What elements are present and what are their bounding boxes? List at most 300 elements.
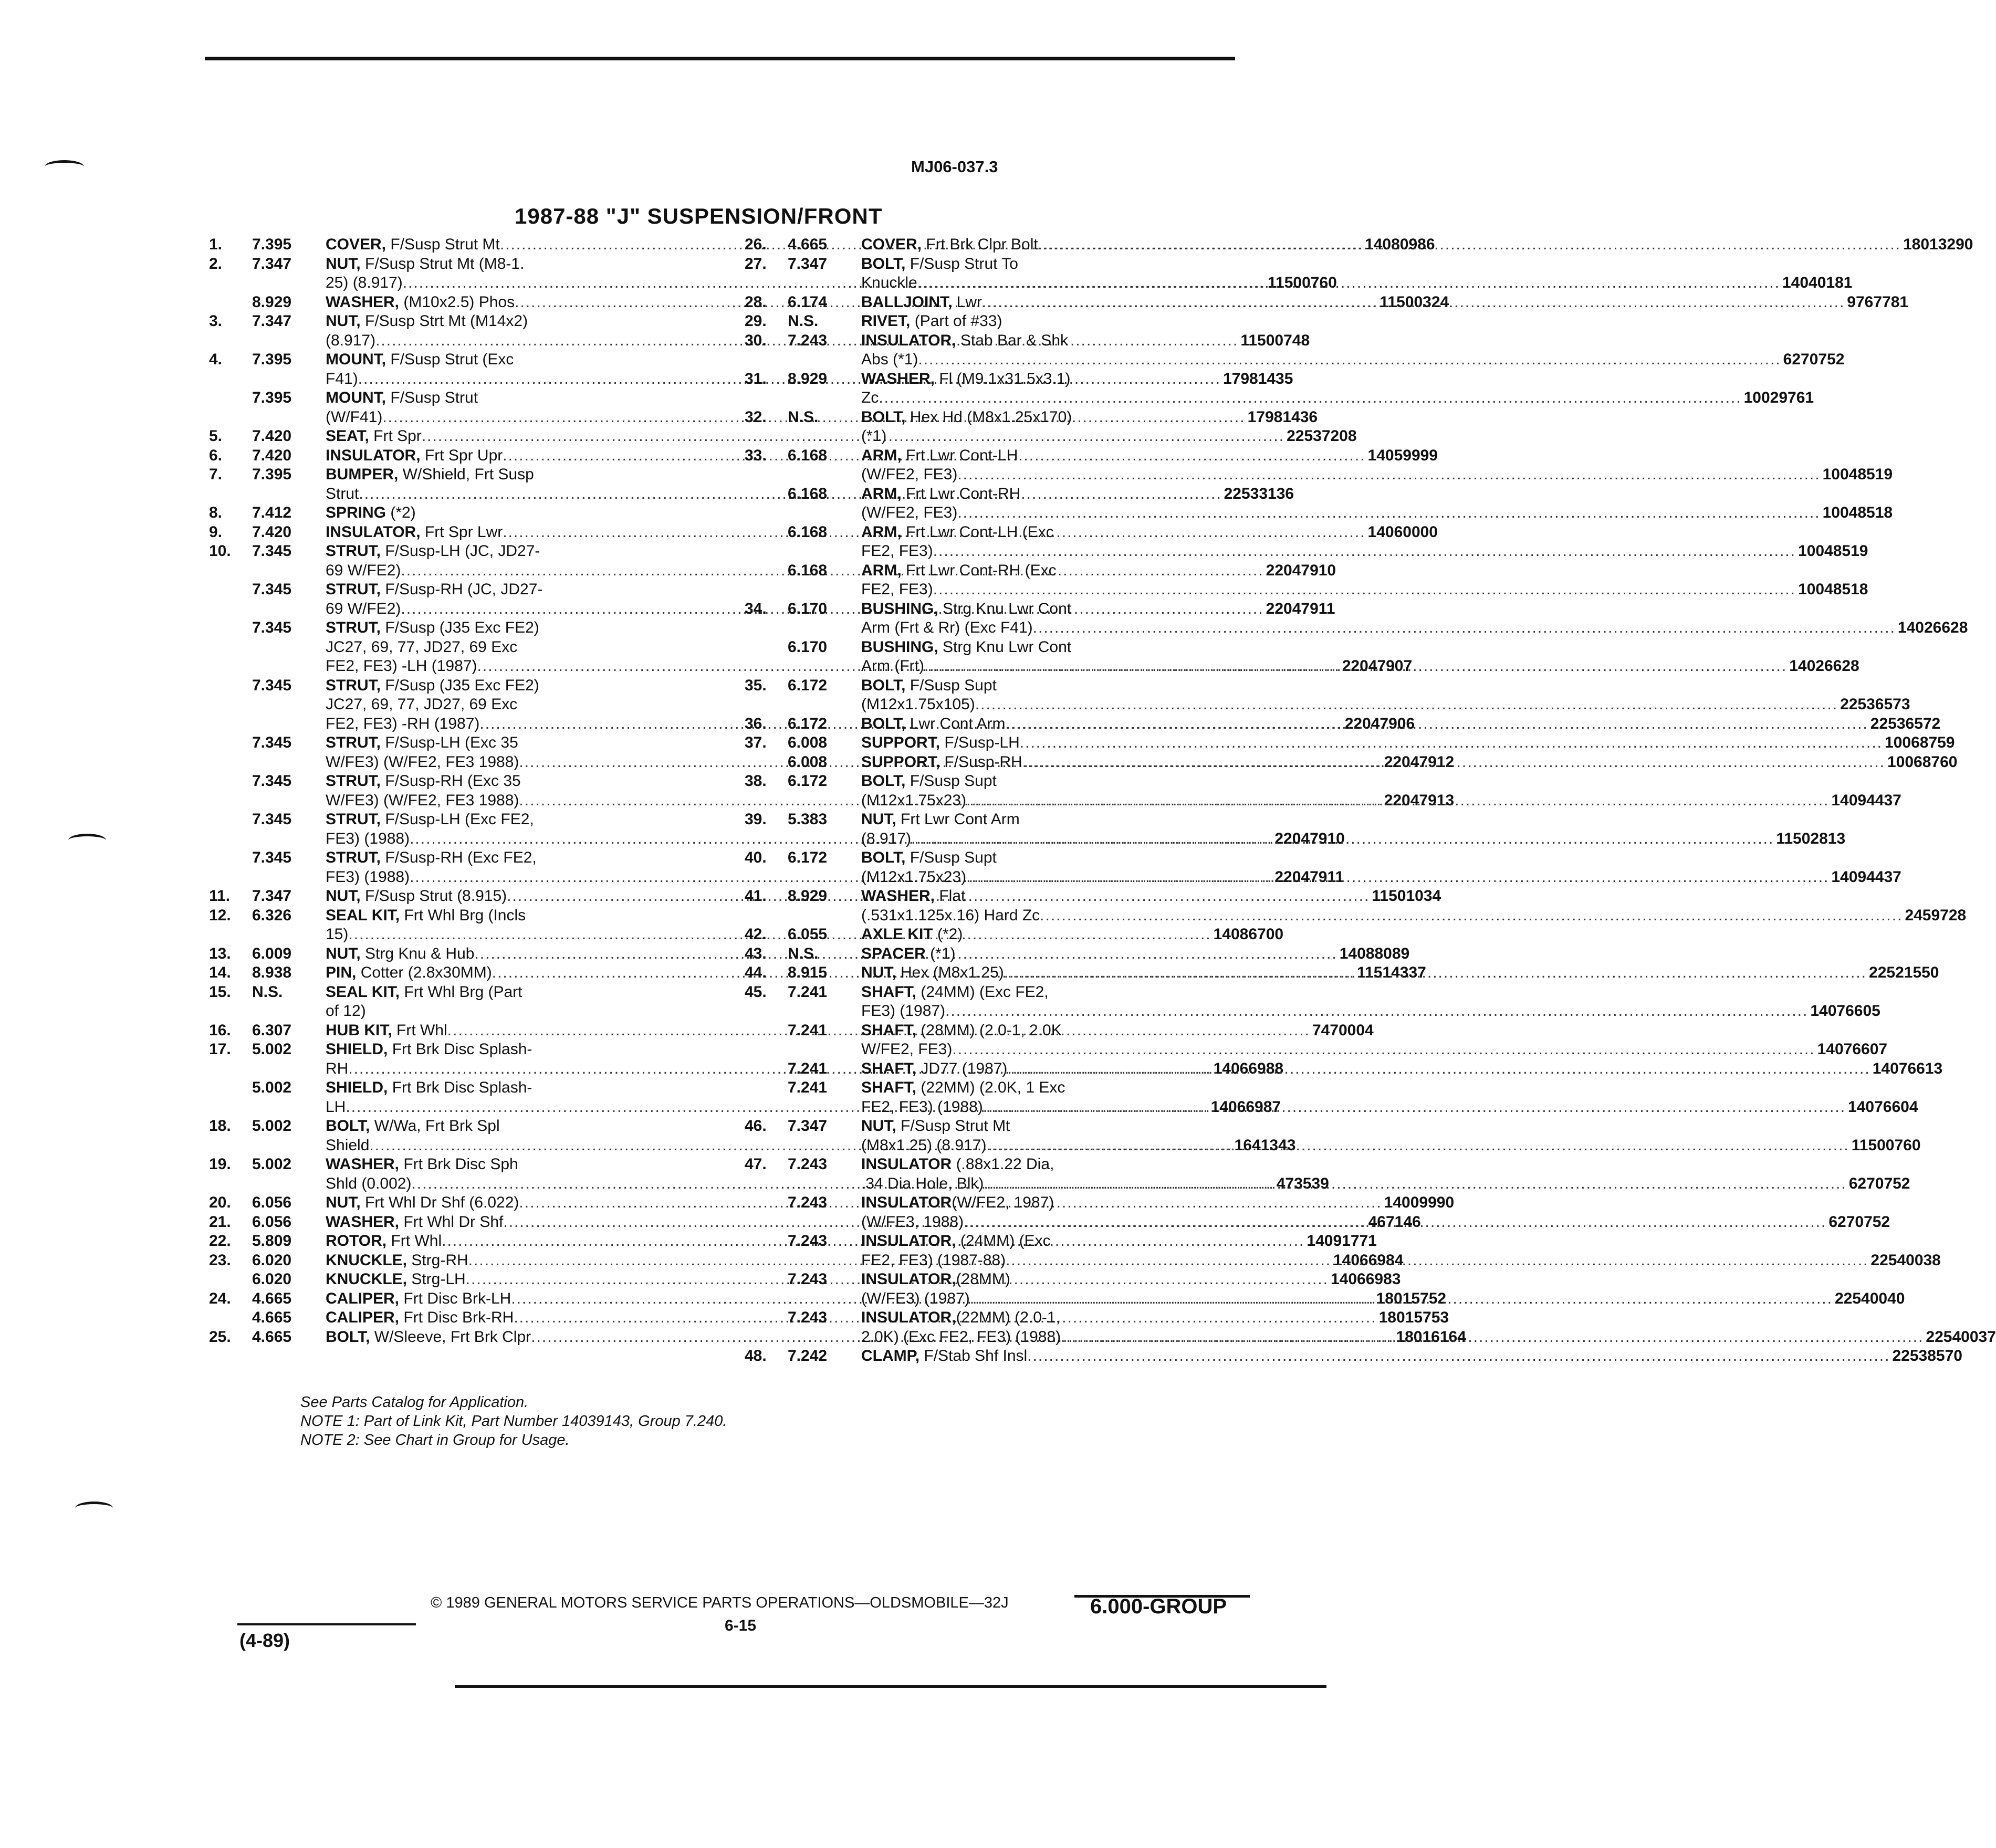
item-number bbox=[209, 1078, 252, 1117]
item-number: 48. bbox=[745, 1347, 767, 1364]
part-name: STRUT, bbox=[326, 542, 381, 560]
part-number: 14094437 bbox=[1831, 791, 1901, 809]
part-number: 14060000 bbox=[1367, 523, 1438, 541]
description-text bbox=[861, 1328, 1061, 1347]
part-name: BUMPER, bbox=[326, 466, 399, 483]
part-name: RIVET, bbox=[861, 312, 911, 330]
part-number: 18016164 bbox=[1396, 1328, 1466, 1346]
part-detail: JC27, 69, 77, JD27, 69 Exc bbox=[326, 696, 518, 713]
group-number: 5.002 bbox=[252, 1041, 292, 1058]
part-name: SUPPORT, bbox=[861, 734, 940, 751]
item-number: 5. bbox=[209, 427, 223, 445]
group-number: 6.008 bbox=[788, 734, 828, 751]
part-number: 10068759 bbox=[1885, 734, 1955, 751]
part-number: 22538570 bbox=[1892, 1347, 1962, 1364]
group-number: 7.345 bbox=[252, 581, 292, 598]
item-number: 10. bbox=[209, 542, 231, 560]
part-detail: F/Susp Strut (Exc bbox=[386, 351, 514, 368]
description-line bbox=[861, 676, 1910, 696]
description-line bbox=[861, 887, 1966, 906]
group-number: 5.383 bbox=[788, 811, 828, 828]
part-name: NUT, bbox=[861, 964, 896, 981]
part-entry bbox=[745, 1117, 1921, 1155]
part-name: INSULATOR, bbox=[326, 446, 421, 464]
group-number: 6.172 bbox=[788, 849, 828, 866]
part-detail: (W/FE2, FE3) bbox=[861, 504, 958, 521]
item-number bbox=[745, 1059, 788, 1079]
description-text bbox=[326, 772, 521, 791]
part-number: 22540037 bbox=[1926, 1328, 1996, 1346]
part-description bbox=[861, 446, 1893, 485]
margin-mark bbox=[75, 1502, 113, 1515]
description-text bbox=[326, 868, 410, 887]
description-line bbox=[861, 963, 1939, 983]
description-line bbox=[861, 944, 1270, 964]
part-name: PIN, bbox=[326, 964, 357, 981]
description-text bbox=[861, 1117, 1010, 1136]
part-name: STRUT, bbox=[326, 619, 381, 636]
part-detail: W/FE2, FE3) bbox=[861, 1041, 953, 1058]
item-number bbox=[745, 523, 788, 561]
leader-dots bbox=[1007, 1059, 1870, 1079]
part-detail: (Part of #33) bbox=[910, 312, 1002, 330]
part-detail: F/Stab Shf Insl bbox=[919, 1347, 1028, 1364]
group-number: 7.345 bbox=[252, 849, 292, 866]
description-text bbox=[326, 1213, 503, 1232]
group-number: 6.008 bbox=[788, 753, 828, 771]
description-text bbox=[861, 465, 957, 485]
part-number: 11502813 bbox=[1776, 830, 1846, 847]
item-number bbox=[209, 1308, 252, 1328]
description-text bbox=[326, 1270, 466, 1289]
description-text bbox=[861, 1213, 964, 1232]
part-detail: JC27, 69, 77, JD27, 69 Exc bbox=[326, 638, 518, 656]
description-line bbox=[861, 983, 1880, 1002]
part-name: NUT, bbox=[326, 312, 361, 330]
description-text bbox=[326, 848, 537, 868]
part-entry bbox=[745, 733, 1955, 753]
group-number: 7.420 bbox=[252, 427, 292, 445]
description-text bbox=[326, 312, 528, 331]
leader-dots bbox=[918, 350, 1781, 370]
description-text bbox=[326, 388, 478, 408]
part-number: 467146 bbox=[1368, 1213, 1421, 1231]
part-name: WASHER, bbox=[326, 1213, 400, 1231]
part-detail: F/Susp Strut Mt bbox=[386, 236, 500, 253]
description-line bbox=[861, 772, 1901, 791]
description-line bbox=[861, 753, 1957, 772]
group-number: N.S. bbox=[252, 983, 283, 1001]
part-detail: 25) (8.917) bbox=[326, 274, 403, 291]
part-name: SPACER bbox=[861, 944, 926, 962]
description-line bbox=[861, 235, 1973, 255]
part-name: STRUT, bbox=[326, 811, 381, 828]
group-number: 7.395 bbox=[252, 351, 292, 368]
part-detail: RH bbox=[326, 1059, 349, 1077]
part-detail: F/Susp Supt bbox=[905, 849, 997, 866]
part-description bbox=[861, 293, 1908, 312]
leader-dots bbox=[1040, 906, 1903, 926]
leader-dots bbox=[952, 1040, 1815, 1059]
part-number: 22047910 bbox=[1274, 830, 1345, 847]
item-number: 36. bbox=[745, 715, 767, 732]
description-line bbox=[861, 733, 1955, 753]
leader-dots bbox=[1006, 1251, 1868, 1270]
part-name: ARM, bbox=[861, 446, 902, 464]
part-entry bbox=[745, 676, 1910, 715]
description-text bbox=[861, 810, 1020, 830]
part-description bbox=[861, 676, 1910, 715]
part-description bbox=[861, 1193, 1890, 1232]
description-text bbox=[326, 1328, 531, 1347]
item-number: 16. bbox=[209, 1021, 231, 1039]
group-number: 7.395 bbox=[252, 466, 292, 483]
leader-dots bbox=[984, 1174, 1846, 1194]
part-name: SHAFT, bbox=[861, 1021, 916, 1039]
description-text bbox=[326, 408, 382, 427]
description-line bbox=[861, 274, 1852, 293]
part-entry bbox=[745, 925, 1270, 944]
part-number: 14088089 bbox=[1339, 944, 1410, 962]
part-entry bbox=[209, 427, 1357, 446]
item-number bbox=[209, 810, 252, 848]
part-number: 14066984 bbox=[1333, 1251, 1404, 1269]
item-number bbox=[209, 772, 252, 810]
item-number: 40. bbox=[745, 849, 767, 866]
item-number bbox=[745, 638, 788, 676]
part-name: BALLJOINT, bbox=[861, 293, 953, 311]
description-line bbox=[326, 983, 734, 1002]
part-name: COVER, bbox=[861, 236, 922, 253]
group-number: 6.055 bbox=[788, 926, 828, 943]
part-detail: FE2, FE3) (1988) bbox=[861, 1098, 983, 1116]
part-detail: Strg Knu & Hub bbox=[360, 944, 475, 962]
part-description bbox=[861, 753, 1957, 772]
description-line bbox=[861, 331, 1844, 351]
description-line bbox=[861, 388, 1814, 408]
part-detail: LH bbox=[326, 1098, 346, 1116]
description-text bbox=[861, 695, 975, 715]
item-number: 14. bbox=[209, 964, 231, 981]
part-detail: (*2) bbox=[386, 504, 416, 521]
description-line bbox=[861, 791, 1901, 811]
margin-mark bbox=[68, 834, 106, 847]
leader-dots bbox=[966, 868, 1829, 887]
description-text bbox=[326, 580, 542, 600]
leader-dots bbox=[911, 830, 1774, 849]
part-number: 18015753 bbox=[1378, 1309, 1449, 1326]
part-description bbox=[861, 887, 1966, 925]
description-line bbox=[861, 1155, 1910, 1174]
part-name: SHAFT, bbox=[861, 983, 916, 1001]
item-number: 18. bbox=[209, 1117, 231, 1135]
item-number: 33. bbox=[745, 446, 767, 464]
note-line: NOTE 1: Part of Link Kit, Part Number 14039143, Group 7.240. bbox=[300, 1413, 727, 1430]
group-number: 8.929 bbox=[788, 887, 828, 905]
description-text bbox=[326, 446, 503, 466]
description-text bbox=[861, 523, 1054, 542]
group-number: 6.170 bbox=[788, 600, 828, 617]
part-entry bbox=[745, 1059, 1943, 1079]
item-number bbox=[209, 676, 252, 734]
description-line bbox=[861, 618, 1968, 638]
group-number: 7.395 bbox=[252, 236, 292, 253]
description-line bbox=[861, 1270, 1905, 1289]
description-text bbox=[861, 1040, 952, 1059]
part-name: BOLT, bbox=[861, 255, 906, 272]
description-text bbox=[326, 715, 479, 734]
description-text bbox=[326, 561, 401, 581]
description-text bbox=[326, 1021, 447, 1041]
description-line bbox=[861, 485, 1893, 504]
item-number bbox=[209, 733, 252, 772]
part-description bbox=[861, 1347, 1962, 1366]
part-detail: FE3) (1987) bbox=[861, 1002, 946, 1020]
part-name: INSULATOR bbox=[861, 1156, 952, 1173]
description-text bbox=[326, 523, 503, 542]
part-name: BOLT, bbox=[861, 408, 906, 426]
description-text bbox=[861, 676, 997, 696]
group-number: N.S. bbox=[788, 408, 819, 426]
part-number: 22047911 bbox=[1274, 868, 1344, 886]
part-detail: Frt Lwr Cont-LH (Exc bbox=[901, 523, 1054, 541]
description-text bbox=[326, 485, 359, 504]
leader-dots bbox=[975, 695, 1838, 715]
part-detail: F/Susp-RH (JC, JD27- bbox=[381, 581, 543, 598]
part-name: MOUNT, bbox=[326, 389, 386, 406]
description-line bbox=[861, 1213, 1890, 1232]
part-number: 22047910 bbox=[1266, 561, 1336, 579]
group-number: 7.243 bbox=[788, 1194, 828, 1211]
leader-dots bbox=[924, 657, 1787, 676]
part-detail: (8.917) bbox=[861, 830, 912, 847]
group-number: 4.665 bbox=[252, 1328, 292, 1346]
description-line bbox=[861, 695, 1910, 715]
part-description bbox=[861, 1059, 1942, 1079]
description-text bbox=[861, 503, 957, 523]
group-number: 7.345 bbox=[252, 542, 292, 560]
group-number: 7.241 bbox=[788, 983, 828, 1001]
description-text bbox=[861, 1251, 1006, 1270]
part-name: BUSHING, bbox=[861, 600, 938, 617]
item-number: 3. bbox=[209, 312, 223, 330]
group-label: 6.000-GROUP bbox=[1090, 1595, 1227, 1618]
part-description bbox=[861, 1117, 1921, 1155]
part-name: BOLT, bbox=[861, 849, 906, 866]
part-number: 22536572 bbox=[1870, 715, 1941, 732]
part-number: 22540038 bbox=[1870, 1251, 1941, 1269]
part-detail: F/Susp (J35 Exc FE2) bbox=[381, 619, 539, 636]
part-detail: Frt Brk Disc Splash- bbox=[388, 1079, 532, 1096]
description-line bbox=[861, 1193, 1890, 1213]
description-line bbox=[861, 561, 1868, 581]
part-detail: Frt Whl Brg (Part bbox=[400, 983, 522, 1001]
item-number: 39. bbox=[745, 811, 767, 828]
group-number: 7.241 bbox=[788, 1021, 828, 1039]
item-number: 30. bbox=[745, 331, 767, 349]
part-number: 22540040 bbox=[1834, 1289, 1905, 1307]
part-detail: FE2, FE3) bbox=[861, 542, 933, 560]
part-number: 18013290 bbox=[1903, 236, 1973, 253]
part-detail: F/Susp Strut (8.915) bbox=[360, 887, 507, 905]
margin-mark bbox=[45, 160, 84, 173]
leader-dots bbox=[957, 465, 1820, 485]
part-detail: Frt Lwr Cont-RH (Exc bbox=[901, 561, 1057, 579]
item-number bbox=[745, 1193, 788, 1232]
description-text bbox=[861, 944, 956, 964]
item-number: 41. bbox=[745, 887, 767, 905]
item-number: 8. bbox=[209, 504, 223, 521]
part-description bbox=[861, 848, 1901, 887]
part-name: NUT, bbox=[326, 887, 361, 905]
part-entry bbox=[745, 1347, 1962, 1366]
description-text bbox=[861, 963, 1004, 983]
part-number: 22047913 bbox=[1384, 791, 1455, 809]
group-number: 5.002 bbox=[252, 1156, 292, 1173]
item-number: 20. bbox=[209, 1194, 231, 1211]
part-name: ARM, bbox=[861, 523, 902, 541]
item-number bbox=[209, 618, 252, 676]
description-text bbox=[326, 1308, 514, 1328]
part-number: 14094437 bbox=[1831, 868, 1901, 886]
part-number: 10029761 bbox=[1743, 389, 1814, 406]
leader-dots bbox=[964, 1213, 1826, 1232]
description-text bbox=[326, 370, 358, 389]
description-text bbox=[861, 600, 1071, 619]
part-detail: F/Susp-RH (Exc FE2, bbox=[381, 849, 537, 866]
leader-dots bbox=[982, 293, 1845, 312]
group-number: 7.345 bbox=[252, 619, 292, 636]
description-line bbox=[861, 1328, 1996, 1347]
notes bbox=[300, 1393, 727, 1450]
description-text bbox=[861, 312, 1002, 331]
group-number: 6.020 bbox=[252, 1270, 292, 1288]
part-name: NUT, bbox=[326, 1194, 361, 1211]
item-number bbox=[745, 753, 788, 772]
description-line bbox=[861, 848, 1901, 868]
description-text bbox=[861, 408, 1072, 427]
part-detail: FE2, FE3) -RH (1987) bbox=[326, 715, 480, 732]
part-number: 14076604 bbox=[1848, 1098, 1918, 1116]
item-number bbox=[745, 1021, 788, 1059]
part-name: INSULATOR, bbox=[861, 1270, 956, 1288]
description-text bbox=[326, 1155, 518, 1174]
item-number bbox=[745, 485, 788, 523]
part-detail: FE2, FE3) (1987-88) bbox=[861, 1251, 1006, 1269]
part-detail: (M12x1.75x105) bbox=[861, 696, 975, 713]
group-number: 8.915 bbox=[788, 964, 828, 981]
description-line bbox=[861, 580, 1868, 600]
group-number: 6.170 bbox=[788, 638, 828, 656]
description-line bbox=[861, 830, 1845, 849]
description-text bbox=[326, 255, 524, 274]
part-entry bbox=[745, 944, 1270, 964]
part-number: 7470004 bbox=[1312, 1021, 1374, 1039]
group-number: 7.420 bbox=[252, 446, 292, 464]
leader-dots bbox=[983, 1098, 1846, 1117]
group-number: 7.243 bbox=[788, 1270, 828, 1288]
part-detail: F/Susp-LH bbox=[940, 734, 1020, 751]
group-number: 6.326 bbox=[252, 906, 292, 924]
part-detail: F/Susp Supt bbox=[905, 772, 997, 790]
leader-dots bbox=[917, 274, 1780, 293]
part-detail: Flat bbox=[935, 887, 966, 905]
part-name: COVER, bbox=[326, 236, 386, 253]
description-line bbox=[861, 1136, 1921, 1156]
description-text bbox=[861, 485, 1020, 504]
part-name: ROTOR, bbox=[326, 1232, 387, 1250]
description-line bbox=[861, 350, 1844, 370]
part-number: 6270752 bbox=[1783, 351, 1845, 368]
description-text bbox=[326, 695, 517, 715]
part-detail: Frt Brk Clpr Bolt bbox=[922, 236, 1038, 253]
part-detail: Frt Lwr Cont-RH bbox=[901, 485, 1021, 502]
part-detail: Frt Brk Disc Splash- bbox=[388, 1041, 532, 1058]
part-detail: (*1) bbox=[925, 944, 956, 962]
description-line bbox=[861, 906, 1966, 926]
description-text bbox=[861, 1002, 945, 1021]
description-text bbox=[326, 274, 403, 293]
description-line bbox=[326, 1002, 734, 1021]
part-number: 14066983 bbox=[1330, 1270, 1401, 1288]
part-detail: F/Susp-RH bbox=[940, 753, 1022, 771]
part-detail: (28MM) bbox=[956, 1270, 1010, 1288]
part-name: NUT, bbox=[861, 811, 896, 828]
part-detail: W/FE3) (W/FE2, FE3 1988) bbox=[326, 791, 519, 809]
part-name: SEAL KIT, bbox=[326, 983, 400, 1001]
part-name: WASHER, bbox=[326, 1156, 400, 1173]
part-detail: Frt Lwr Cont Arm bbox=[896, 811, 1020, 828]
description-text bbox=[326, 235, 500, 255]
part-detail: Frt Disc Brk-LH bbox=[399, 1289, 511, 1307]
description-text bbox=[326, 963, 492, 983]
top-rule bbox=[205, 57, 1235, 60]
part-description bbox=[861, 312, 1270, 331]
leader-dots bbox=[1061, 1328, 1924, 1347]
part-number: 10048519 bbox=[1822, 466, 1893, 483]
description-text bbox=[861, 1021, 1062, 1041]
item-number: 44. bbox=[745, 964, 767, 981]
part-number: 11500760 bbox=[1851, 1136, 1921, 1154]
description-text bbox=[861, 1232, 1051, 1251]
part-number: 14091771 bbox=[1307, 1232, 1377, 1250]
leader-dots bbox=[1022, 753, 1885, 772]
item-number bbox=[209, 293, 252, 312]
part-description bbox=[861, 810, 1845, 848]
group-number: 7.345 bbox=[252, 676, 292, 694]
part-number: 14076613 bbox=[1872, 1059, 1943, 1077]
leader-dots bbox=[933, 580, 1796, 600]
description-line bbox=[861, 657, 1859, 676]
description-text bbox=[326, 810, 534, 830]
part-description bbox=[861, 963, 1939, 983]
description-text bbox=[326, 791, 519, 811]
item-number bbox=[209, 388, 252, 427]
part-description bbox=[861, 944, 1270, 964]
part-description bbox=[861, 523, 1868, 561]
group-number: 7.243 bbox=[788, 1232, 828, 1250]
part-detail: W/FE3) (W/FE2, FE3 1988) bbox=[326, 753, 519, 771]
description-text bbox=[861, 388, 879, 408]
description-line bbox=[861, 1289, 1905, 1309]
part-number: 22047912 bbox=[1384, 753, 1455, 771]
leader-dots bbox=[1004, 963, 1867, 983]
item-number bbox=[745, 1232, 788, 1270]
part-name: STRUT, bbox=[326, 772, 381, 790]
part-description bbox=[861, 331, 1844, 370]
description-text bbox=[326, 350, 514, 370]
description-text bbox=[861, 1098, 983, 1117]
